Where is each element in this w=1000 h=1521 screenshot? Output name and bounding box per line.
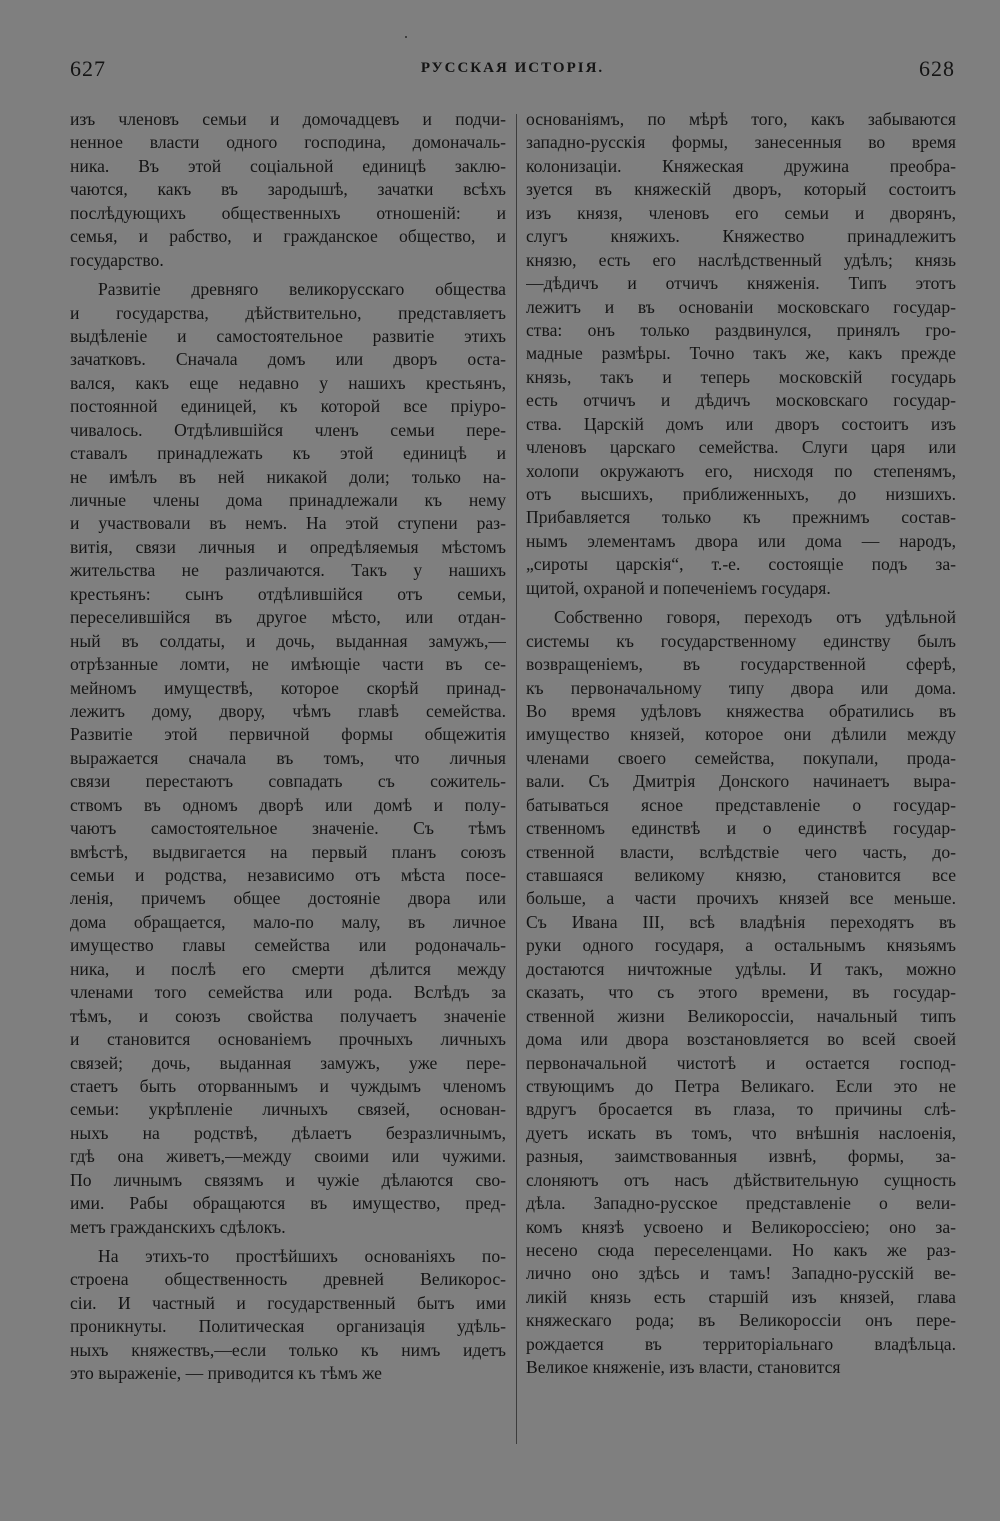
text-line: Съ Ивана III, всѣ владѣнія переходятъ въ	[526, 911, 956, 932]
text-line: По личнымъ связямъ и чужіе дѣлаются сво-	[70, 1169, 506, 1190]
text-line: и государства, дѣйствительно, представляетъ	[70, 302, 506, 323]
text-line: лежитъ дому, двору, чѣмъ главѣ семейства.	[70, 700, 506, 721]
text-line: ставалъ принадлежать къ этой единицѣ и	[70, 443, 506, 464]
text-line: ими. Рабы обращаются въ имущество, пред-	[70, 1193, 506, 1214]
text-line: ный въ солдаты, и дочь, выданная замужъ,—	[70, 630, 506, 651]
paragraph	[526, 606, 956, 1379]
text-line: дома или двора возстановляется во всей своей	[526, 1029, 956, 1050]
text-line: холопи окружаютъ его, нисходя по степенямъ,	[526, 460, 956, 481]
text-line: вдругъ бросается въ глаза, то причины слѣ-	[526, 1099, 956, 1120]
text-line: Собственно говоря, переходъ отъ удѣльной	[554, 607, 956, 628]
text-line: ственной власти, вслѣдствіе чего часть, до-	[526, 841, 956, 862]
text-line: комъ князѣ усвоено и Великороссіею; оно за-	[526, 1216, 956, 1237]
text-line: ственной жизни Великороссіи, начальный типъ	[526, 1005, 956, 1026]
text-line: дуетъ искать въ томъ, что внѣшнія наслоенія,	[526, 1122, 956, 1143]
text-line: нымъ элементамъ двора или дома — народъ,	[526, 530, 956, 551]
text-line: государство.	[70, 249, 164, 270]
page-header	[70, 56, 955, 86]
text-line: больше, а части прочихъ князей все меньше.	[526, 888, 956, 909]
text-line: ствующимъ до Петра Великаго. Если это не	[526, 1075, 956, 1096]
text-line: къ первоначальному типу двора или дома.	[526, 677, 956, 698]
text-line: гдѣ она живетъ,—между своими или чужими.	[70, 1146, 506, 1167]
text-line: —дѣдичъ и отчичъ княженія. Типъ этотъ	[526, 273, 956, 294]
paragraph	[70, 108, 506, 272]
text-line: ставшаяся великому князю, становится все	[526, 865, 956, 885]
text-line: имущество князей, которое они дѣлили между	[526, 724, 956, 745]
text-line: Великое княженіе, изъ власти, становится	[526, 1357, 841, 1378]
text-line: ликій князь есть старшій изъ князей, глава	[526, 1286, 956, 1307]
text-line: ства: онъ только раздвинулся, принялъ гро-	[526, 319, 956, 340]
text-line: зуется въ княжескій дворъ, который состоитъ	[526, 179, 956, 200]
text-line: дѣла. Западно-русское представленіе о вели-	[526, 1193, 956, 1214]
page-number-left: 627	[70, 56, 106, 81]
text-line: изъ князя, членовъ его семьи и дворянъ,	[526, 202, 956, 223]
text-line: связи перестаютъ совпадать съ сожитель-	[70, 771, 506, 792]
text-line: вали. Съ Дмитрія Донского начинаетъ выра-	[526, 771, 956, 792]
text-line: и участвовали въ немъ. На этой ступени раз-	[70, 513, 506, 534]
text-line: Во время удѣловъ княжества обратились въ	[526, 700, 956, 721]
text-line: чаются, какъ въ зародышѣ, зачатки всѣхъ	[70, 179, 506, 200]
text-line: вался, какъ еще недавно у нашихъ крестьянъ,	[70, 372, 506, 393]
text-line: витія, связи личныя и опредѣляемыя мѣстомъ	[70, 536, 506, 557]
text-line: системы къ государственному единству былъ	[526, 630, 956, 651]
text-line: руки одного государя, а остальнымъ князьямъ	[526, 935, 956, 956]
text-line: батываться ясное представленіе о государ-	[526, 794, 956, 815]
column-divider	[516, 114, 517, 1444]
text-line: первоначальной чистотѣ и остается господ-	[526, 1052, 956, 1073]
paragraph	[70, 278, 506, 1239]
text-line: это выраженіе, — приводится къ тѣмъ же	[70, 1363, 382, 1384]
text-line: членовъ царскаго семейства. Слуги царя или	[526, 437, 956, 458]
text-line: не имѣлъ въ ней никакой доли; только на-	[70, 466, 506, 487]
text-line: отрѣзанные ломти, не имѣющіе части въ се-	[70, 654, 506, 675]
text-line: чаютъ самостоятельное значеніе. Съ тѣмъ	[70, 818, 506, 839]
text-line: западно-русскія формы, занесенныя во время	[526, 132, 956, 153]
text-line: князю, есть его наслѣдственный удѣлъ; князь	[526, 249, 956, 270]
text-line: вмѣстѣ, выдвигается на первый планъ союзъ	[70, 841, 506, 862]
text-line: ника. Въ этой соціальной единицѣ заклю-	[70, 155, 506, 176]
text-line: дома обращается, мало-по малу, въ личное	[70, 911, 506, 932]
text-line: княжескаго рода; въ Великороссіи онъ пере-	[526, 1310, 956, 1331]
text-line: изъ членовъ семьи и домочадцевъ и подчи-	[70, 109, 506, 129]
right-column	[526, 108, 956, 1380]
text-line: проникнуты. Политическая организація удѣль-	[70, 1316, 506, 1337]
running-title: РУССКАЯ ИСТОРІЯ.	[420, 60, 605, 76]
text-line: и становится основаніемъ прочныхъ личныхъ	[70, 1029, 506, 1050]
text-line: „сироты царскія“, т.-е. состоящіе подъ за-	[526, 554, 956, 575]
text-line: колонизаціи. Княжеская дружина преобра-	[526, 155, 956, 176]
page-number-right: 628	[919, 56, 955, 81]
text-line: крестьянъ: сынъ отдѣлившійся отъ семьи,	[70, 583, 506, 604]
print-speck	[405, 36, 407, 38]
text-line: послѣдующихъ общественныхъ отношеній: и	[70, 202, 506, 223]
text-line: зачатковъ. Сначала домъ или дворъ оста-	[70, 349, 506, 370]
text-line: есть отчичъ и дѣдичъ московскаго государ-	[526, 390, 956, 411]
text-line: стаетъ быть оторваннымъ и чуждымъ членомъ	[70, 1075, 506, 1096]
text-line: личные члены дома принадлежали къ нему	[70, 490, 506, 510]
text-line: тѣмъ, и союзъ свойства получаетъ значеніе	[70, 1005, 506, 1026]
left-column	[70, 108, 506, 1386]
paragraph	[526, 108, 956, 600]
text-line: достаются ничтожные удѣлы. И такъ, можно	[526, 958, 956, 979]
text-line: ненное власти одного господина, домоначаль-	[70, 132, 506, 153]
text-line: связей; дочь, выданная замужъ, уже пере-	[70, 1052, 506, 1073]
text-line: семьи и родства, независимо отъ мѣста посе-	[70, 865, 506, 885]
text-line: метъ гражданскихъ сдѣлокъ.	[70, 1216, 286, 1237]
text-line: ныхъ на родствѣ, дѣлаетъ безразличнымъ,	[70, 1122, 506, 1143]
text-line: мейномъ имуществѣ, которое скорѣй принад-	[70, 677, 506, 698]
text-line: отъ высшихъ, приближенныхъ, до низшихъ.	[526, 484, 956, 504]
text-line: сіи. И частный и государственный бытъ ими	[70, 1292, 506, 1313]
text-line: семья, и рабство, и гражданское общество, и	[70, 226, 506, 247]
text-line: лежитъ и въ основаніи московскаго государ-	[526, 296, 956, 317]
text-line: лично оно здѣсь и тамъ! Западно-русскій ве-	[526, 1263, 956, 1284]
text-line: жительства не различаются. Такъ у нашихъ	[70, 560, 506, 581]
text-line: Развитіе этой первичной формы общежитія	[70, 724, 506, 745]
text-line: мадные размѣры. Точно такъ же, какъ прежде	[526, 343, 956, 364]
text-line: основаніямъ, по мѣрѣ того, какъ забываются	[526, 109, 956, 129]
text-line: рождается въ территоріальнаго владѣльца.	[526, 1333, 956, 1354]
text-line: строена общественность древней Великорос-	[70, 1269, 506, 1290]
text-line: щитой, охраной и попеченіемъ государя.	[526, 577, 831, 598]
text-line: выражается сначала въ томъ, что личныя	[70, 747, 506, 768]
text-line: ственномъ единствѣ и о единствѣ государ-	[526, 818, 956, 839]
text-line: слугъ княжихъ. Княжество принадлежитъ	[526, 226, 956, 247]
text-line: постоянной единицей, къ которой все пріуро-	[70, 396, 506, 417]
text-line: ства. Царскій домъ или дворъ состоитъ изъ	[526, 413, 956, 434]
text-line: ленія, причемъ общее достояніе двора или	[70, 888, 506, 909]
paragraph	[70, 1245, 506, 1386]
text-line: ствомъ въ одномъ дворѣ или домѣ и полу-	[70, 794, 506, 815]
text-line: несено сюда переселенцами. Но какъ же раз-	[526, 1240, 956, 1260]
text-line: семьи: укрѣпленіе личныхъ связей, основан-	[70, 1099, 506, 1120]
text-line: Развитіе древняго великорусскаго общества	[98, 279, 506, 300]
text-line: На этихъ-то простѣйшихъ основаніяхъ по-	[98, 1246, 506, 1266]
text-line: чивалось. Отдѣлившійся членъ семьи пере-	[70, 419, 506, 440]
text-line: имущество главы семейства или родоначаль-	[70, 935, 506, 956]
text-line: разныя, заимствованныя извнѣ, формы, за-	[526, 1146, 956, 1167]
text-line: слоняютъ отъ насъ дѣйствительную сущность	[526, 1169, 956, 1190]
text-line: ника, и послѣ его смерти дѣлится между	[70, 958, 506, 979]
text-line: переселившійся въ другое мѣсто, или отдан-	[70, 607, 506, 628]
text-line: сказать, что съ этого времени, въ государ-	[526, 982, 956, 1003]
text-line: ныхъ княжествъ,—если только къ нимъ идетъ	[70, 1339, 506, 1360]
text-line: членами своего семейства, покупали, прода-	[526, 747, 956, 768]
text-line: Прибавляется только къ прежнимъ состав-	[526, 507, 956, 528]
text-line: князь, такъ и теперь московскій государь	[526, 366, 956, 387]
text-line: выдѣленіе и самостоятельное развитіе этихъ	[70, 325, 506, 346]
text-line: возвращеніемъ, въ государственной сферѣ,	[526, 654, 956, 675]
text-line: членами того семейства или рода. Вслѣдъ за	[70, 982, 506, 1003]
